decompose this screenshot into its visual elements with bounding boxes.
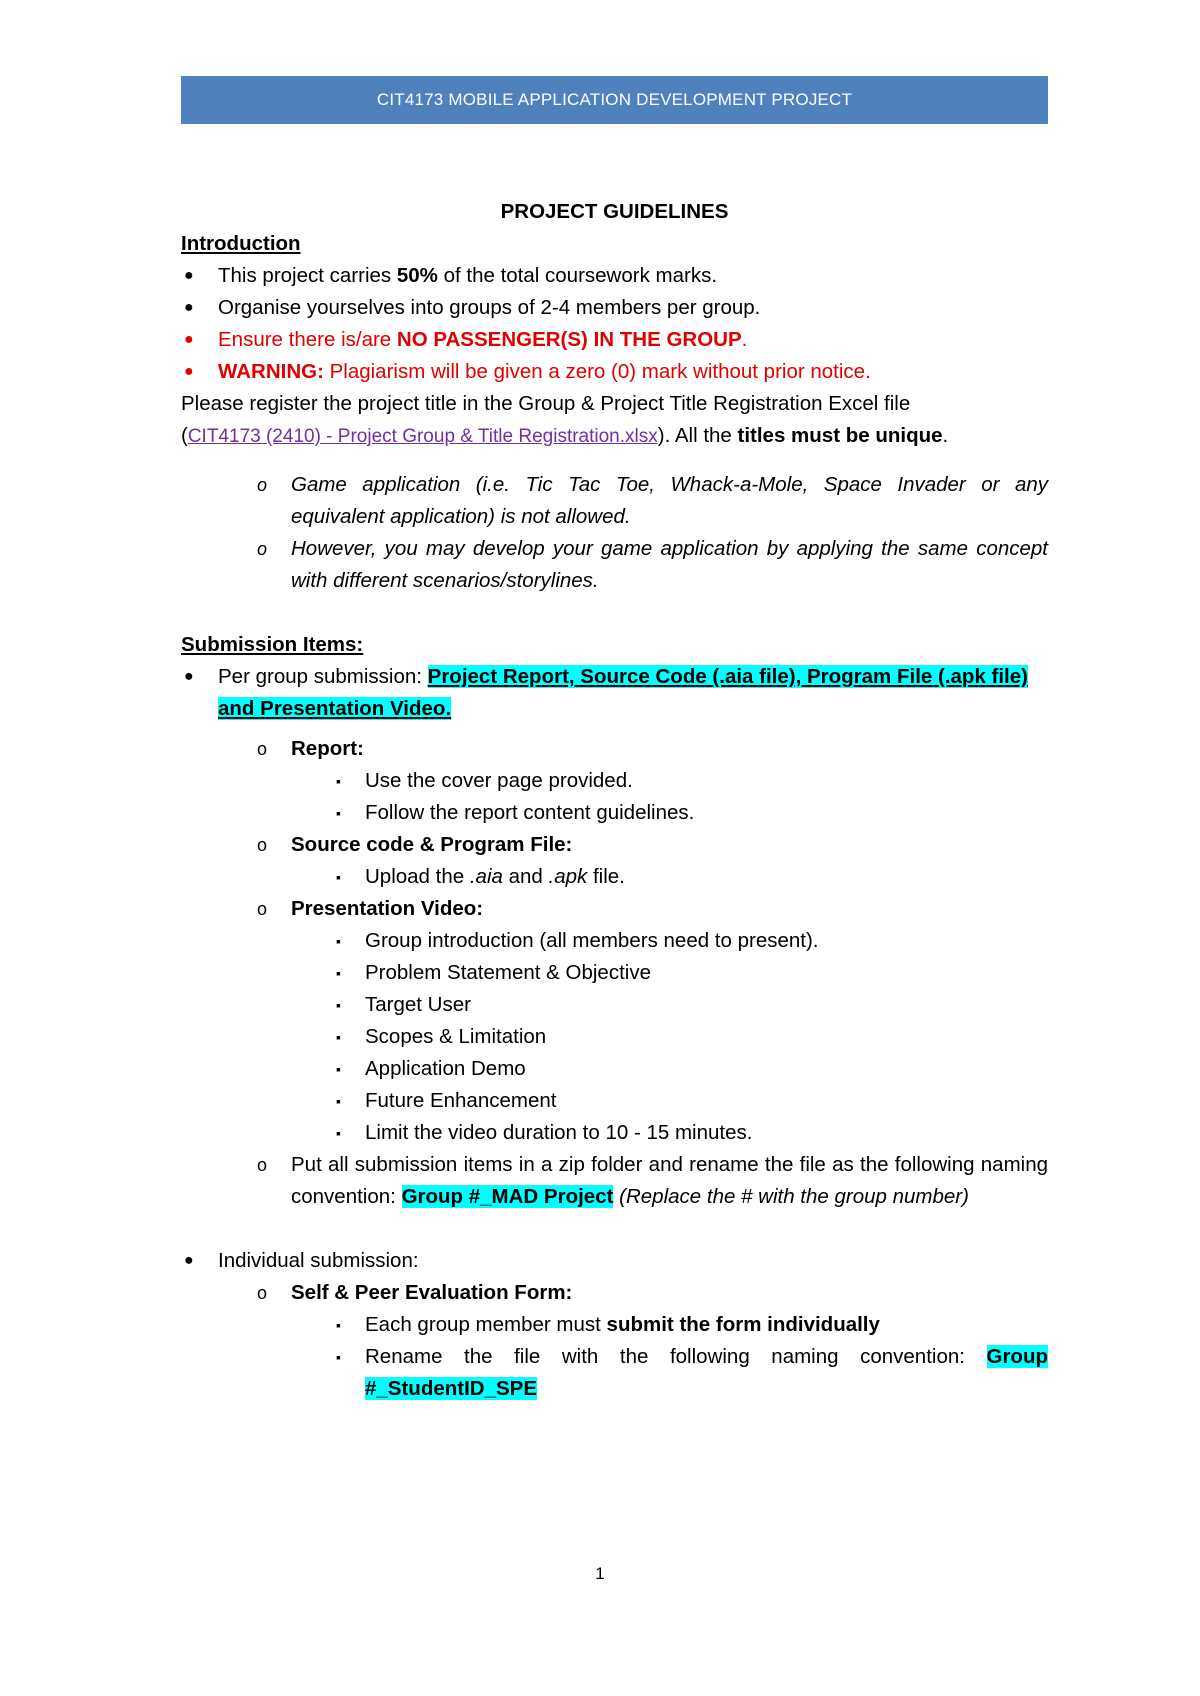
list-item-spe-form: o Self & Peer Evaluation Form: [181, 1277, 1048, 1309]
square-bullet-icon: ▪ [336, 1061, 341, 1077]
list-item-source: o Source code & Program File: [181, 829, 1048, 861]
square-bullet-icon: ▪ [336, 1125, 341, 1141]
list-item-warning: ● Ensure there is/are NO PASSENGER(S) IN THE GROUP. [181, 324, 1048, 356]
list-item: o However, you may develop your game application by applying the same concept with different scenarios/storylines. [181, 533, 1048, 597]
bullet-icon: ● [184, 668, 194, 685]
bullet-icon: ● [184, 363, 194, 380]
list-item: ▪ Upload the .aia and .apk file. [181, 861, 1048, 893]
square-bullet-icon: ▪ [336, 1317, 341, 1333]
individual-list [181, 1245, 1048, 1405]
list-item-zip: o Put all submission items in a zip folder and rename the file as the following naming convention: Group #_MAD Project (Replace the # with the group number) [181, 1149, 1048, 1213]
sub-bullet-icon: o [257, 899, 268, 919]
list-item: ▪ Problem Statement & Objective [181, 957, 1048, 989]
sub-bullet-icon: o [257, 539, 268, 559]
square-bullet-icon: ▪ [336, 1093, 341, 1109]
page-number: 1 [595, 1564, 605, 1583]
bullet-icon: ● [184, 267, 194, 284]
intro-bullet-list [181, 260, 1048, 388]
square-bullet-icon: ▪ [336, 869, 341, 885]
registration-file-link[interactable]: CIT4173 (2410) - Project Group & Title Registration.xlsx [187, 426, 658, 447]
list-item-group-submission: ● Per group submission: Project Report, Source Code (.aia file), Program File (.apk file) and Presentation Video. [181, 661, 1048, 725]
list-item: o Game application (i.e. Tic Tac Toe, Whack-a-Mole, Space Invader or any equivalent application) is not allowed. [181, 469, 1048, 533]
bullet-icon: ● [184, 299, 194, 316]
square-bullet-icon: ▪ [336, 805, 341, 821]
list-item-individual: ● Individual submission: [181, 1245, 1048, 1277]
list-item: ▪ Target User [181, 989, 1048, 1021]
list-item: ▪ Use the cover page provided. [181, 765, 1048, 797]
sub-bullet-icon: o [257, 1283, 268, 1303]
square-bullet-icon: ▪ [336, 773, 341, 789]
square-bullet-icon: ▪ [336, 965, 341, 981]
sub-bullet-icon: o [257, 1155, 268, 1175]
document-title: PROJECT GUIDELINES [500, 200, 729, 223]
spe-name-highlight: Group #_StudentID_SPE [365, 1345, 1048, 1400]
document-body [181, 196, 1048, 1405]
list-item: ▪ Each group member must submit the form individually [181, 1309, 1048, 1341]
sub-bullet-icon: o [257, 835, 268, 855]
list-item: ● Organise yourselves into groups of 2-4 members per group. [181, 292, 1048, 324]
bullet-icon: ● [184, 1252, 194, 1269]
header-title: CIT4173 MOBILE APPLICATION DEVELOPMENT PROJECT [376, 90, 853, 109]
square-bullet-icon: ▪ [336, 1349, 341, 1365]
square-bullet-icon: ▪ [336, 1029, 341, 1045]
square-bullet-icon: ▪ [336, 933, 341, 949]
list-item: ▪ Follow the report content guidelines. [181, 797, 1048, 829]
group-sub-list [181, 733, 1048, 1213]
intro-sub-list [181, 469, 1048, 597]
sub-bullet-icon: o [257, 475, 268, 495]
list-item: ▪ Future Enhancement [181, 1085, 1048, 1117]
list-item: ▪ Limit the video duration to 10 - 15 minutes. [181, 1117, 1048, 1149]
list-item: ▪ Rename the file with the following naming convention: Group #_StudentID_SPE [181, 1341, 1048, 1405]
list-item-warning: ● WARNING: Plagiarism will be given a zero (0) mark without prior notice. [181, 356, 1048, 388]
list-item: ▪ Application Demo [181, 1053, 1048, 1085]
page-header [181, 76, 1048, 124]
registration-paragraph: Please register the project title in the Group & Project Title Registration Excel file (CIT4173 (2410) - Project Group & Title Registration.xlsx). All the titles must be unique. [181, 392, 949, 447]
zip-name-highlight: Group #_MAD Project [401, 1185, 614, 1208]
group-items-highlight: Project Report, Source Code (.aia file), Program File (.apk file) and Presentation Video. [218, 665, 1028, 720]
square-bullet-icon: ▪ [336, 997, 341, 1013]
submission-list [181, 661, 1048, 725]
sub-bullet-icon: o [257, 739, 268, 759]
bullet-icon: ● [184, 331, 194, 348]
introduction-heading: Introduction [181, 232, 301, 255]
list-item: ▪ Scopes & Limitation [181, 1021, 1048, 1053]
submission-heading: Submission Items: [181, 633, 364, 656]
list-item-video: o Presentation Video: [181, 893, 1048, 925]
list-item-report: o Report: [181, 733, 1048, 765]
list-item: ● This project carries 50% of the total coursework marks. [181, 260, 1048, 292]
list-item: ▪ Group introduction (all members need to present). [181, 925, 1048, 957]
